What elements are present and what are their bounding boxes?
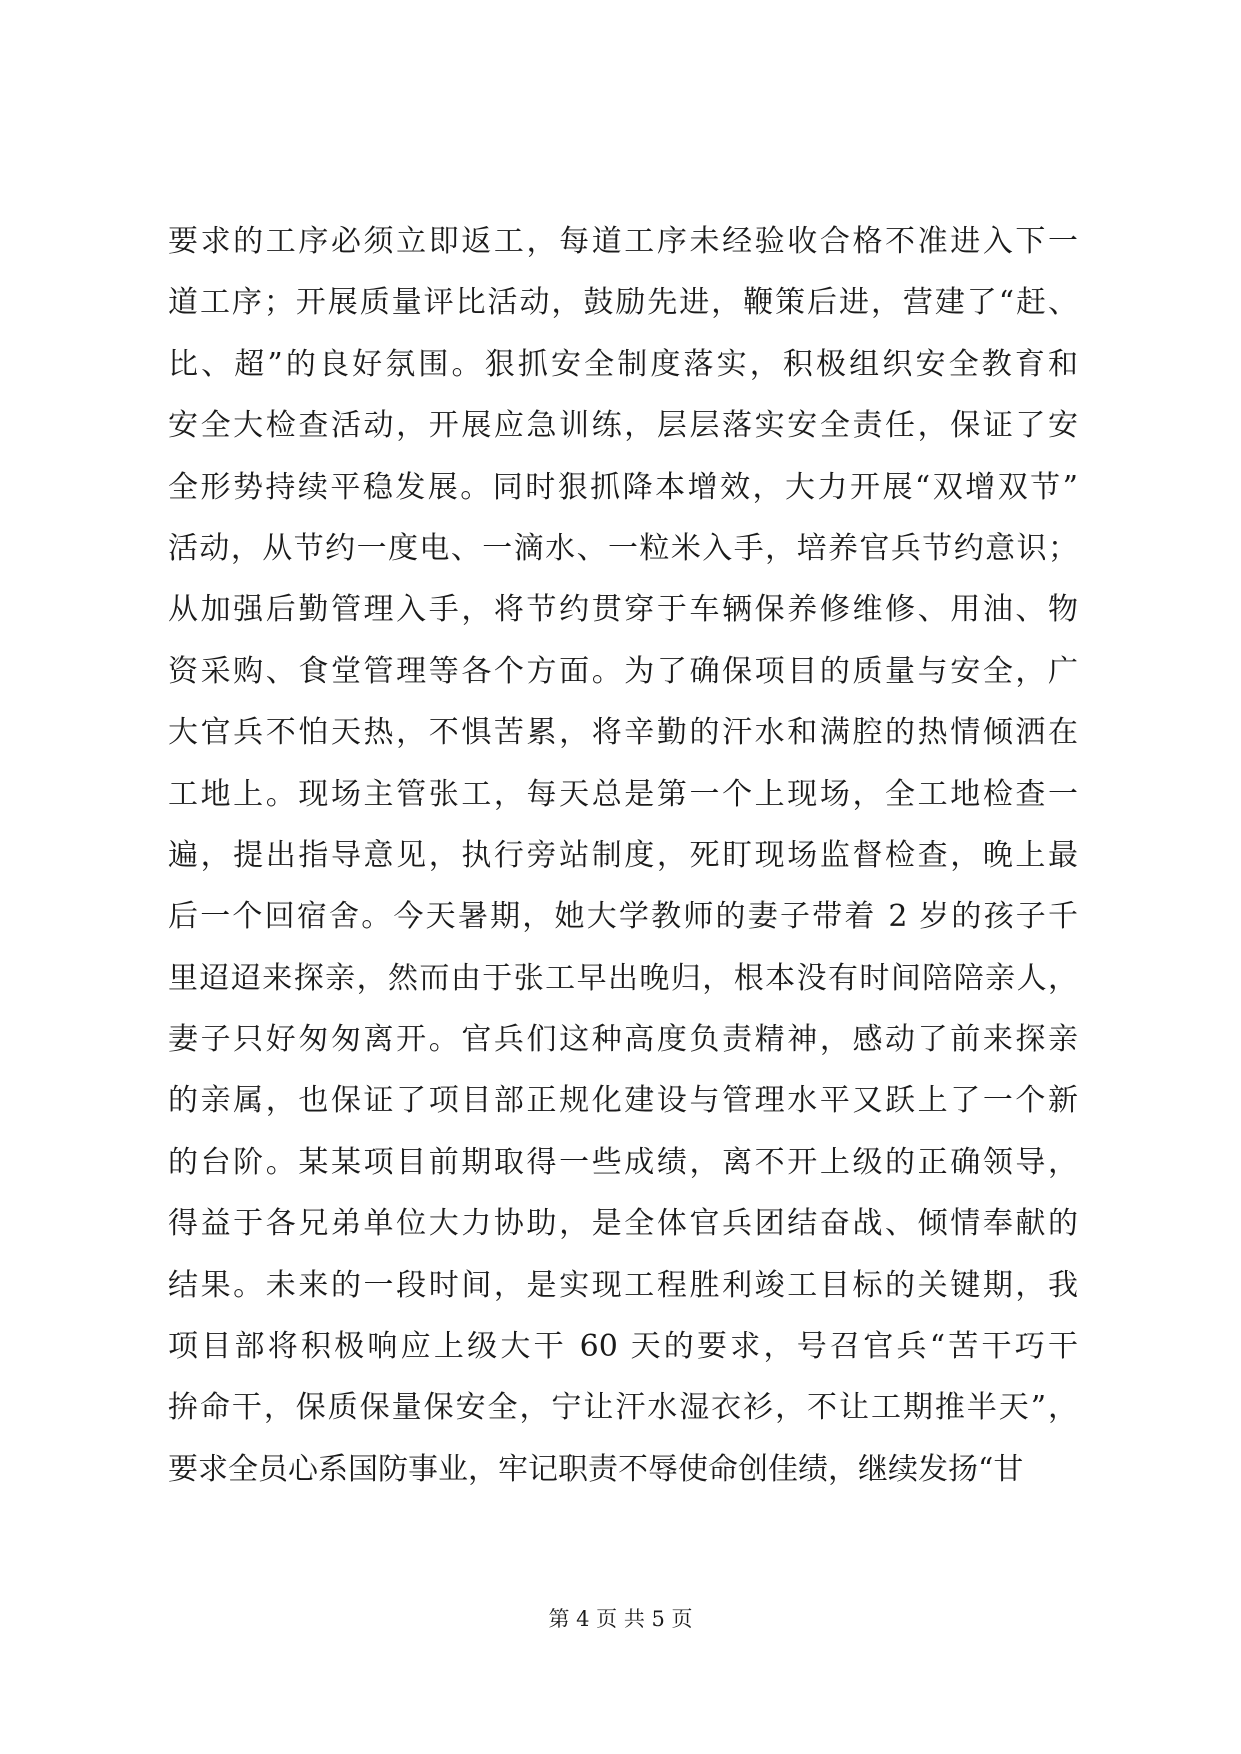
text-line: 结果。未来的一段时间，是实现工程胜利竣工目标的关键期，我	[168, 1267, 1078, 1303]
text-line: 全形势持续平稳发展。同时狠抓降本增效，大力开展“双增双节”	[168, 469, 1078, 505]
text-line: 资采购、食堂管理等各个方面。为了确保项目的质量与安全，广	[168, 653, 1078, 689]
body-text	[168, 224, 1078, 1513]
text-line: 的亲属，也保证了项目部正规化建设与管理水平又跃上了一个新	[168, 1083, 1078, 1119]
text-line: 道工序；开展质量评比活动，鼓励先进，鞭策后进，营建了“赶、	[168, 285, 1078, 321]
text-line: 要求全员心系国防事业，牢记职责不辱使命创佳绩，继续发扬“甘	[168, 1451, 1024, 1487]
text-line: 项目部将积极响应上级大干 60 天的要求，号召官兵“苦干巧干	[168, 1329, 1078, 1365]
text-line: 后一个回宿舍。今天暑期，她大学教师的妻子带着 2 岁的孩子千	[168, 899, 1078, 935]
text-line: 活动，从节约一度电、一滴水、一粒米入手，培养官兵节约意识；	[168, 530, 1078, 566]
text-line: 大官兵不怕天热，不惧苦累，将辛勤的汗水和满腔的热情倾洒在	[168, 715, 1078, 751]
text-line: 比、超”的良好氛围。狠抓安全制度落实，积极组织安全教育和	[168, 346, 1078, 382]
text-line: 的台阶。某某项目前期取得一些成绩，离不开上级的正确领导，	[168, 1144, 1078, 1180]
page-number-footer: 第 4 页 共 5 页	[548, 1607, 693, 1631]
text-line: 要求的工序必须立即返工，每道工序未经验收合格不准进入下一	[168, 224, 1078, 259]
text-line: 安全大检查活动，开展应急训练，层层落实安全责任，保证了安	[168, 408, 1078, 444]
text-line: 妻子只好匆匆离开。官兵们这种高度负责精神，感动了前来探亲	[168, 1022, 1078, 1058]
text-line: 遍，提出指导意见，执行旁站制度，死盯现场监督检查，晚上最	[168, 837, 1078, 873]
text-line: 得益于各兄弟单位大力协助，是全体官兵团结奋战、倾情奉献的	[168, 1206, 1078, 1242]
text-line: 里迢迢来探亲，然而由于张工早出晚归，根本没有时间陪陪亲人，	[168, 960, 1078, 996]
text-line: 拚命干，保质保量保安全，宁让汗水湿衣衫，不让工期推半天”，	[168, 1390, 1078, 1426]
text-line: 从加强后勤管理入手，将节约贯穿于车辆保养修维修、用油、物	[168, 592, 1078, 628]
text-line: 工地上。现场主管张工，每天总是第一个上现场，全工地检查一	[168, 776, 1078, 812]
